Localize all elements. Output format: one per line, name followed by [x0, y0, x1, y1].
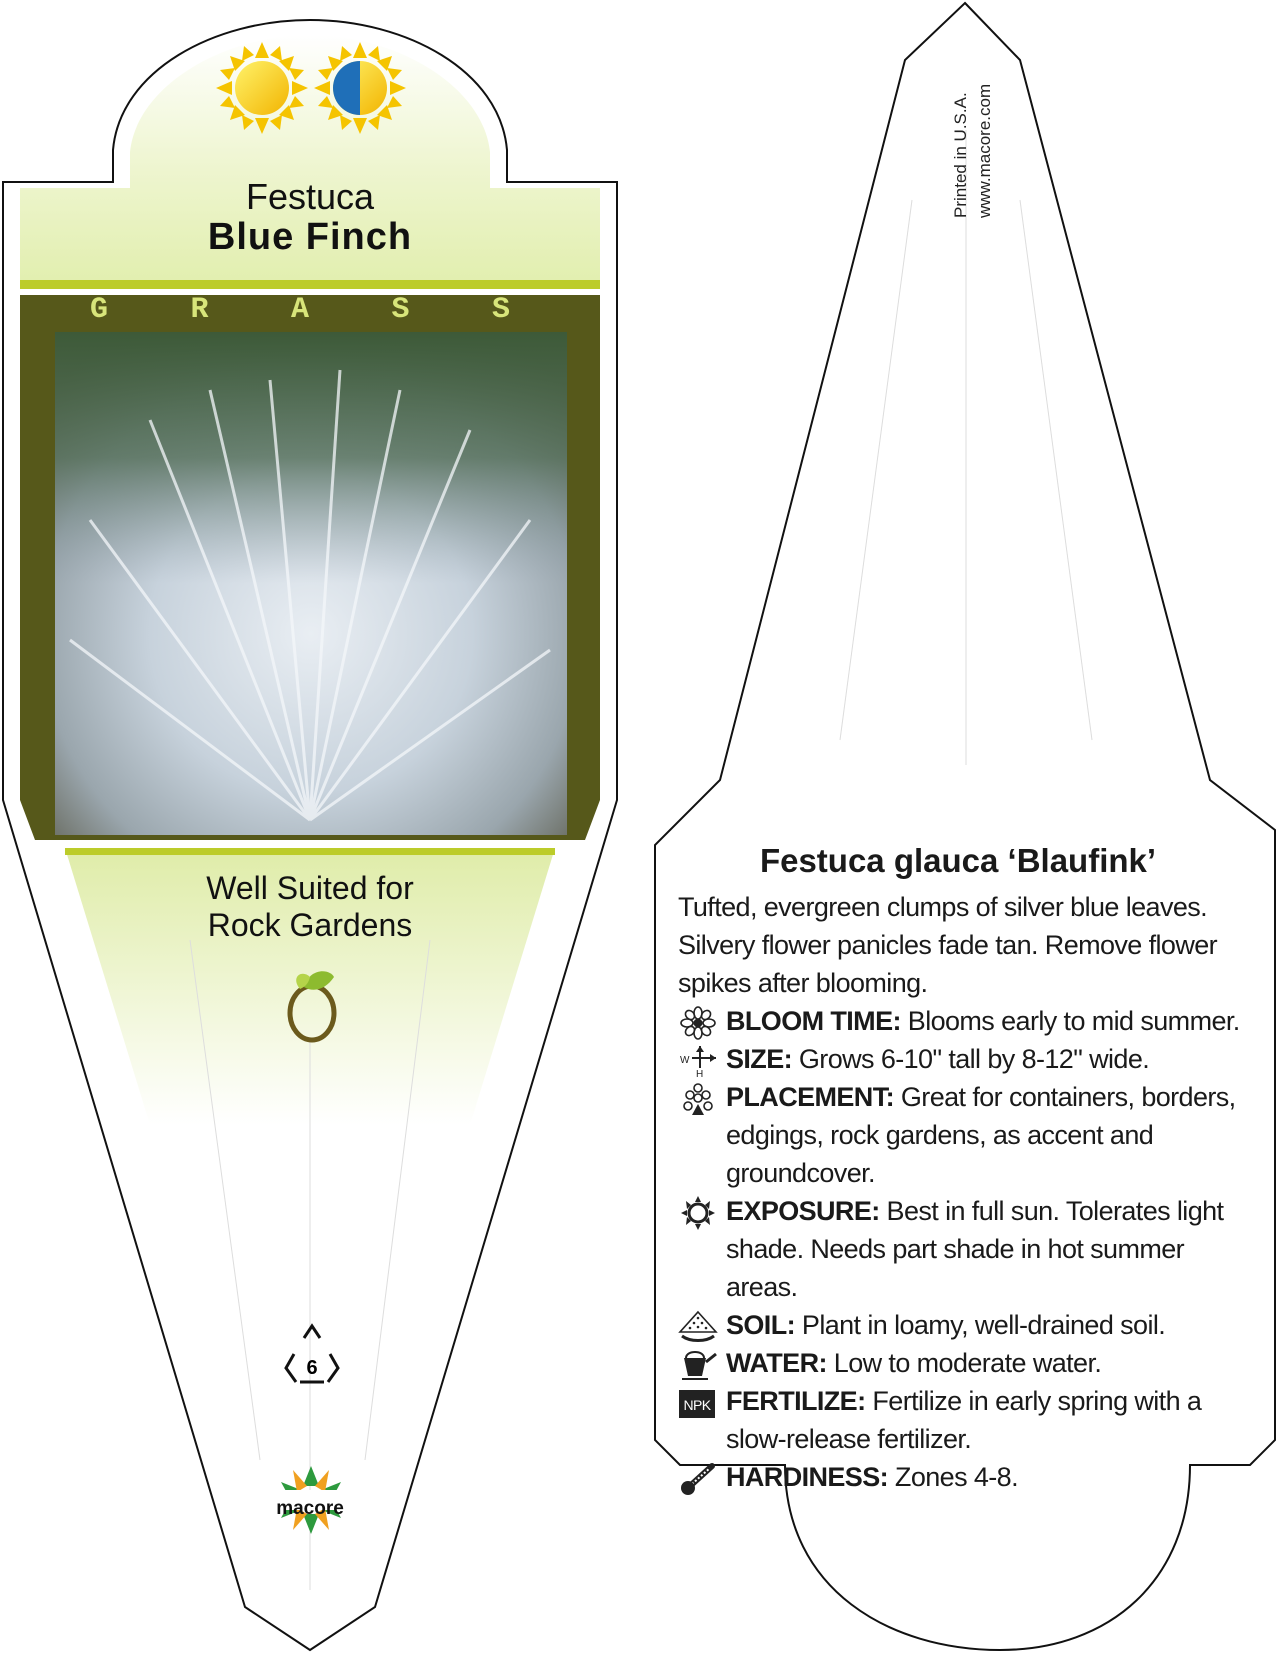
npk-icon: [678, 1386, 718, 1420]
flower-icon: [678, 1006, 718, 1040]
size-value: Grows 6-10" tall by 8-12" wide.: [798, 1044, 1150, 1074]
genus-name: Festuca: [245, 176, 375, 217]
category-letter: G: [90, 293, 109, 327]
bloom-time-row: [678, 1002, 1248, 1040]
npk-text: NPK: [683, 1397, 711, 1413]
placement-row: [678, 1078, 1248, 1192]
sun-icon: [678, 1196, 718, 1230]
recycle-number: 6: [306, 1357, 318, 1379]
fertilize-value: Fertilize in early spring with a slow-release fertilizer.: [726, 1386, 1202, 1454]
water-label: WATER:: [726, 1348, 834, 1378]
soil-icon: [678, 1310, 718, 1344]
print-info: [935, 48, 995, 218]
soil-value: Plant in loamy, well-drained soil.: [801, 1310, 1166, 1340]
thermometer-icon: [678, 1462, 718, 1496]
category-letter: R: [190, 293, 209, 327]
bloom-time-value: Blooms early to mid summer.: [907, 1006, 1240, 1036]
website-text: www.macore.com: [975, 83, 994, 218]
size-icon-h: H: [696, 1069, 703, 1078]
soil-label: SOIL:: [726, 1310, 802, 1340]
care-instructions: [678, 842, 1248, 1496]
exposure-label: EXPOSURE:: [726, 1196, 887, 1226]
category-letter: A: [290, 293, 309, 327]
bloom-time-label: BLOOM TIME:: [726, 1006, 908, 1036]
water-value: Low to moderate water.: [833, 1348, 1102, 1378]
category-letter: S: [391, 293, 410, 327]
botanical-name: Festuca glauca ‘Blaufink’: [759, 842, 1157, 879]
placement-label: PLACEMENT:: [726, 1082, 901, 1112]
placement-icon: [678, 1082, 718, 1116]
feature-line-1: Well Suited for: [206, 870, 414, 906]
size-icon-w: W: [680, 1055, 689, 1066]
water-row: [678, 1344, 1248, 1382]
size-icon: [678, 1044, 718, 1078]
exposure-value: Best in full sun. Tolerates light shade. Needs part shade in hot summer areas.: [726, 1196, 1224, 1302]
category-letter: S: [491, 293, 510, 327]
placement-value: Great for containers, borders, edgings, rock gardens, as accent and groundcover.: [726, 1082, 1236, 1188]
feature-line-2: Rock Gardens: [207, 907, 413, 943]
size-label: SIZE:: [726, 1044, 799, 1074]
hardiness-label: HARDINESS:: [726, 1462, 895, 1492]
plant-description: Tufted, evergreen clumps of silver blue leaves. Silvery flower panicles fade tan. Remove flower spikes after blooming.: [678, 892, 1218, 998]
watering-can-icon: [678, 1348, 718, 1382]
hardiness-value: Zones 4-8.: [894, 1462, 1018, 1492]
plant-category: [90, 293, 510, 327]
size-row: [678, 1040, 1248, 1078]
fertilize-row: [678, 1382, 1248, 1458]
brand-name: macore: [276, 1498, 344, 1519]
cultivar-name: Blue Finch: [207, 216, 413, 258]
exposure-row: [678, 1192, 1248, 1306]
soil-row: [678, 1306, 1248, 1344]
printed-in-text: Printed in U.S.A.: [951, 92, 970, 218]
feature-tagline: [0, 870, 620, 944]
hardiness-row: [678, 1458, 1248, 1496]
fertilize-label: FERTILIZE:: [726, 1386, 873, 1416]
